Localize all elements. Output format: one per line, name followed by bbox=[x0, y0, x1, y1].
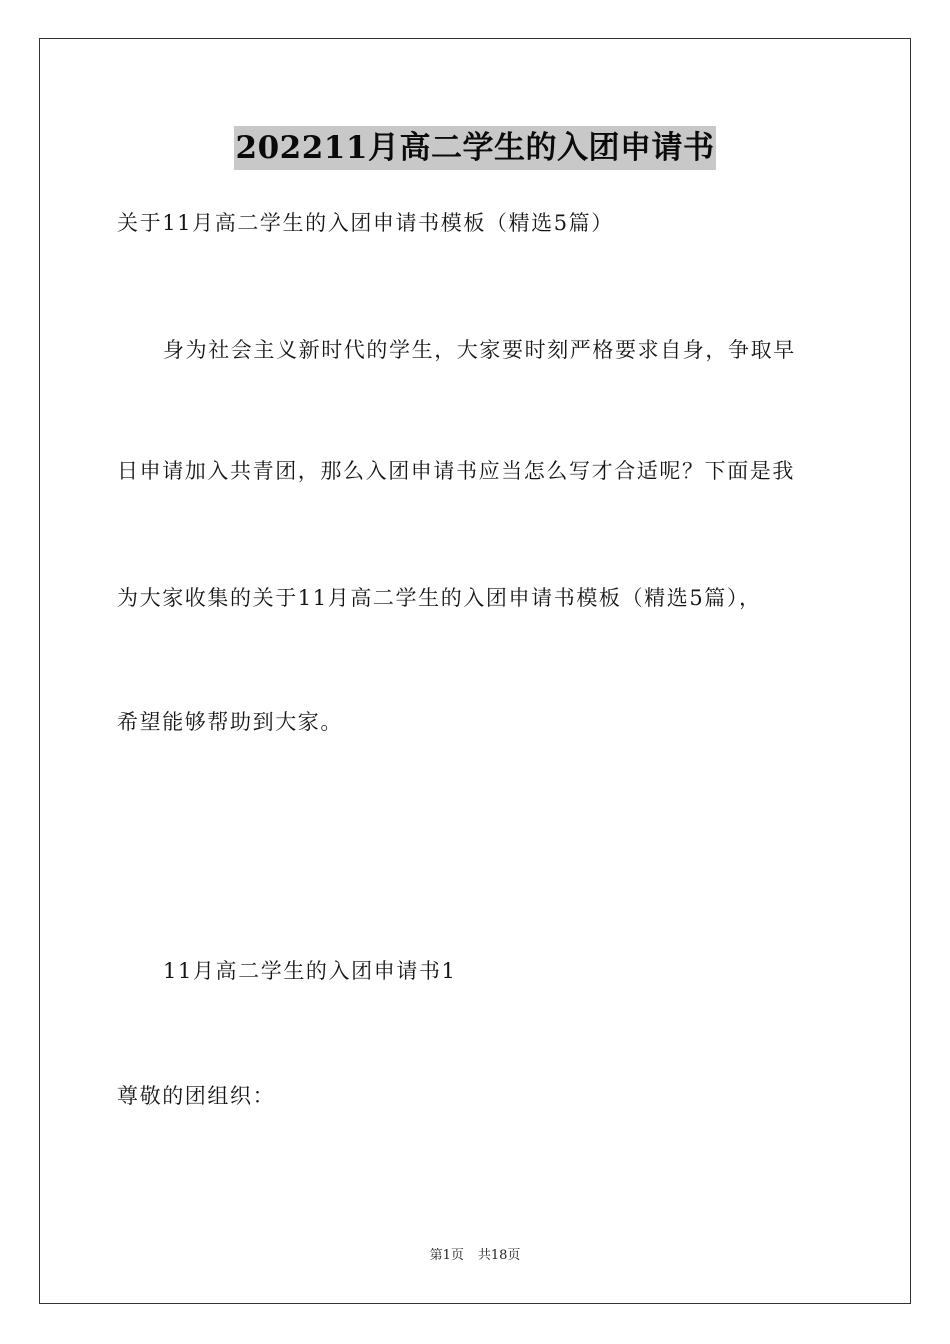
page-number: 第1页 bbox=[429, 1248, 464, 1263]
page-footer bbox=[0, 1247, 950, 1265]
intro-line-2: 日申请加入共青团，那么入团申请书应当怎么写才合适呢？下面是我 bbox=[117, 459, 795, 483]
document-title: 202211月高二学生的入团申请书 bbox=[234, 126, 717, 170]
intro-line-1: 身为社会主义新时代的学生，大家要时刻严格要求自身，争取早 bbox=[163, 338, 796, 362]
intro-line-3: 为大家收集的关于11月高二学生的入团申请书模板（精选5篇）， bbox=[117, 586, 762, 610]
salutation: 尊敬的团组织： bbox=[117, 1084, 276, 1108]
document-subtitle: 关于11月高二学生的入团申请书模板（精选5篇） bbox=[117, 211, 614, 235]
title-container bbox=[0, 126, 950, 170]
page-total: 共18页 bbox=[477, 1248, 521, 1263]
section-heading: 11月高二学生的入团申请书1 bbox=[163, 959, 457, 983]
intro-line-4: 希望能够帮助到大家。 bbox=[117, 710, 343, 734]
